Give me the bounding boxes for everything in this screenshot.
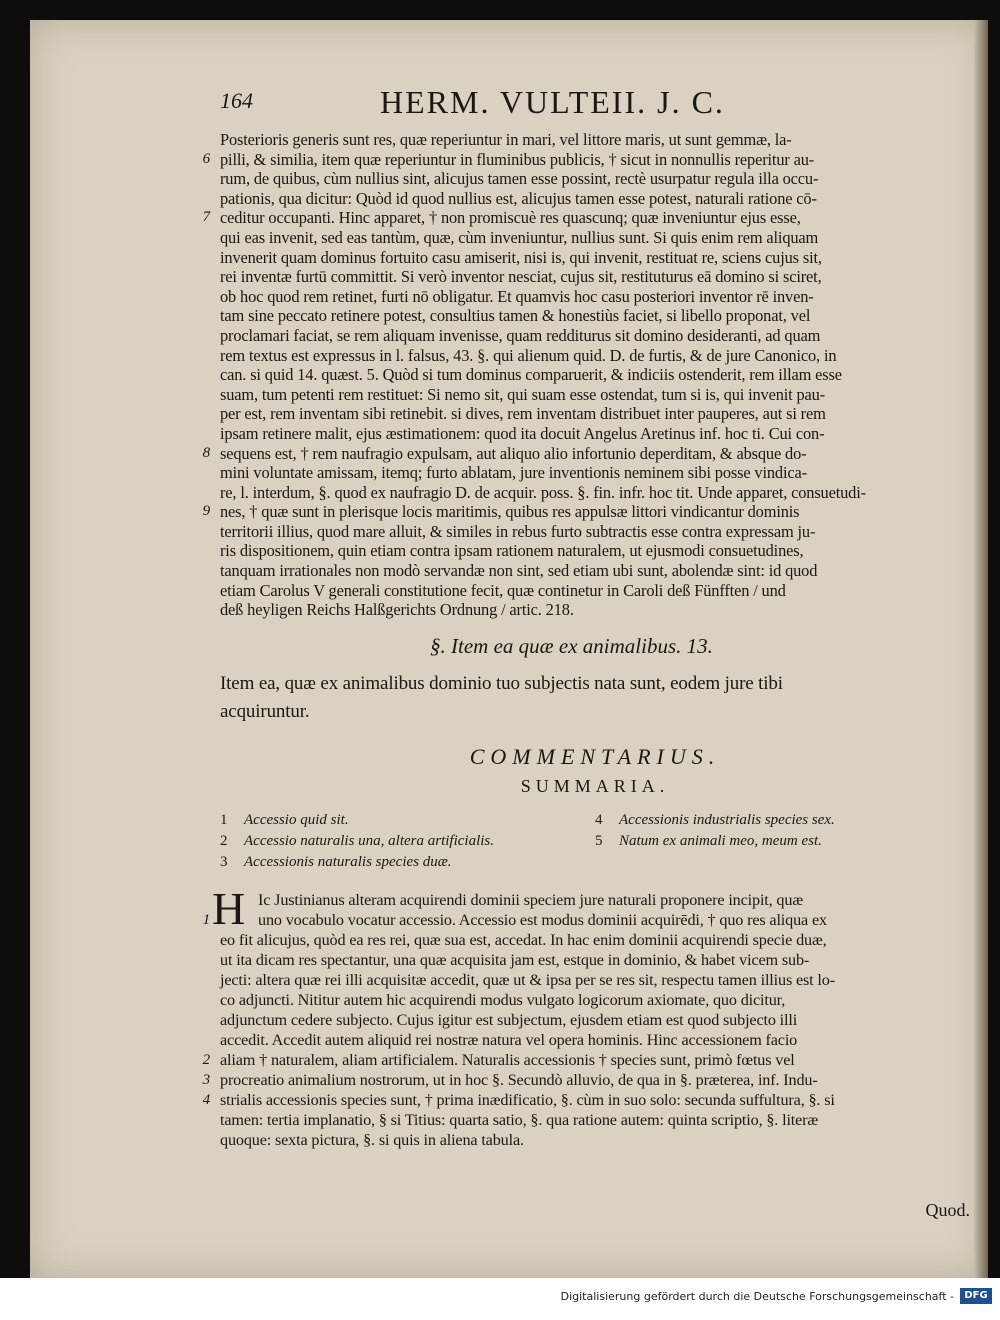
summaria-text: Accessionis industrialis species sex. (619, 811, 835, 828)
summaria-number: 2 (220, 832, 228, 849)
summaria-text: Accessio quid sit. (244, 811, 349, 828)
line-text: ut ita dicam res spectantur, una quæ acquisita jam est, estque in dominio, & habet vicem sub- (220, 950, 810, 969)
text-line (202, 502, 970, 522)
text-line (220, 581, 970, 601)
text-line (220, 169, 970, 189)
text-line (202, 208, 970, 228)
line-text: co adjuncti. Nititur autem hic acquirendi modus vulgato logicorum axiomate, quo dicitur, (220, 990, 786, 1009)
line-text: ipsam retinere malit, ejus æstimationem: quod ita docuit Angelus Aretinus inf. hoc ti. Cui con- (220, 423, 825, 443)
line-text: rem textus est expressus in l. falsus, 43. §. qui alienum quid. D. de furtis, & de jure Canonico, in (220, 345, 837, 365)
text-line (202, 149, 970, 170)
line-text: nes, † quæ sunt in plerisque locis maritimis, quibus res appulsæ littori vindicantur dominis (220, 502, 800, 522)
summaria-number: 3 (220, 853, 228, 870)
line-text: proclamari faciat, se rem aliquam invenisse, quam redditurus sit domino desideranti, ad quam (220, 325, 821, 345)
line-text: accedit. Accedit autem aliquid rei nostræ natura vel opera hominis. Hinc accessionem facio (220, 1030, 798, 1049)
line-text: qui eas invenit, sed eas tantùm, quæ, cùm inveniuntur, nullius sunt. Si quis enim rem aliquam (220, 227, 819, 247)
text-line (220, 970, 970, 990)
drop-cap: H (212, 882, 246, 934)
text-line (220, 930, 970, 950)
line-text: quoque: sexta pictura, §. si quis in aliena tabula. (220, 1130, 524, 1149)
line-text: ceditur occupanti. Hinc apparet, † non promiscuè res quascunq; quæ inveniuntur ejus esse, (220, 208, 801, 228)
margin-note-number: 3 (202, 1071, 210, 1088)
text-line (220, 385, 970, 405)
text-line (220, 1130, 970, 1150)
text-line (220, 990, 970, 1010)
line-text: tam sine peccato retinere potest, consultius tamen & honestiùs faciet, si libello proponat, vel (220, 306, 811, 326)
line-text: sequens est, † rem naufragio expulsam, aut aliquo alio infortunio deperditam, & absque do- (220, 443, 807, 463)
summaria-item (220, 854, 451, 871)
summaria-number: 4 (595, 811, 603, 828)
line-text: strialis accessionis species sunt, † prima inædificatio, §. cùm in suo solo: secunda suffultura, §. si (220, 1090, 835, 1109)
summaria-number: 5 (595, 832, 603, 849)
line-text: rum, de quibus, cùm nullius sint, alicujus tamen esse possint, rectè usurpatur regula illa occu- (220, 169, 819, 189)
line-text: mini voluntate amissam, itemq; furto ablatam, jure inventionis neminem sibi posse vindica- (220, 463, 807, 483)
text-line (220, 1110, 970, 1130)
catchword: Quod. (925, 1200, 970, 1220)
line-text: eo fit alicujus, quòd ea res rei, quæ sua est, accedat. In hac enim dominii acquirendi specie duæ, (220, 930, 827, 949)
line-text: Posterioris generis sunt res, quæ reperiuntur in mari, vel littore maris, ut sunt gemmæ, la- (220, 130, 792, 149)
line-text: pationis, qua dicitur: Quòd id quod nullius est, alicujus tamen esse potest, naturali ratione cō- (220, 188, 817, 208)
summaria-item (595, 833, 822, 850)
margin-note-number: 6 (202, 150, 210, 167)
text-line (220, 483, 970, 503)
passage-justinianus (202, 882, 970, 1150)
summaria-list (220, 812, 970, 876)
passage-posterioris (202, 130, 970, 620)
text-line (220, 890, 970, 910)
page-content (202, 82, 970, 1220)
text-line (220, 463, 970, 483)
section-text (220, 670, 970, 726)
text-line (220, 1030, 970, 1050)
line-text: adjunctum cedere subjecto. Cujus igitur est subjectum, ejusdem etiam est quod subjecto illi (220, 1010, 798, 1029)
text-line (220, 267, 970, 287)
text-line (220, 1010, 970, 1030)
digitization-footer (0, 1278, 1000, 1320)
line-text: rei inventæ furtū committit. Si verò inventor nesciat, cujus sit, restituturus eā domino si sciret, (220, 267, 822, 287)
line-text: deß heyligen Reichs Halßgerichts Ordnung / artic. 218. (220, 600, 574, 620)
text-line (220, 326, 970, 346)
text-line (220, 228, 970, 248)
line-text: procreatio animalium nostrorum, ut in hoc §. Secundò alluvio, de qua in §. præterea, inf. Indu- (220, 1070, 818, 1089)
running-title: HERM. VULTEII. J. C. (380, 84, 725, 120)
margin-note-number: 7 (202, 209, 210, 226)
text-line (202, 1090, 970, 1110)
text-line (220, 189, 970, 209)
text-line (220, 561, 970, 581)
text-line (220, 522, 970, 542)
text-line (202, 1050, 970, 1070)
text-line (220, 541, 970, 561)
summaria-text: Accessionis naturalis species duæ. (244, 853, 452, 870)
summaria-item (220, 812, 349, 829)
text-line: Item ea, quæ ex animalibus dominio tuo subjectis nata sunt, eodem jure tibi (220, 672, 783, 694)
line-text: pilli, & similia, item quæ reperiuntur in fluminibus publicis, † sicut in nonnullis reperitur au- (220, 149, 815, 169)
margin-note-number: 4 (202, 1091, 210, 1108)
text-line (220, 306, 970, 326)
text-line (220, 404, 970, 424)
text-line (220, 950, 970, 970)
commentary-title: COMMENTARIUS. (469, 743, 721, 769)
book-page (30, 20, 988, 1278)
text-line (220, 248, 970, 268)
line-text: jecti: altera quæ rei illi acquisitæ accedit, quæ ut & ipsa per se res sit, respectu tamen illius est lo- (220, 970, 835, 989)
line-text: etiam Carolus V generali constitutione fecit, quæ continetur in Caroli deß Fünfften / und (220, 580, 786, 600)
footer-credit: Digitalisierung gefördert durch die Deutsche Forschungsgemeinschaft - (560, 1290, 954, 1303)
line-text: re, l. interdum, §. quod ex naufragio D. de acquir. poss. §. fin. infr. hoc tit. Unde apparet, consuetudi- (220, 482, 866, 502)
line-text: ris dispositionem, quin etiam contra ipsam rationem naturalem, ut ejusmodi consuetudines, (220, 541, 804, 561)
line-text: tamen: tertia implanatio, § si Titius: quarta satio, §. qua ratione autem: quinta scriptio, §. literæ (220, 1110, 819, 1129)
margin-note-number: 8 (202, 444, 210, 461)
line-text: can. si quid 14. quæst. 5. Quòd si tum dominus comparuerit, & indiciis ostenderit, rem illam esse (220, 365, 842, 385)
line-text: invenerit quam dominus fortuito casu amiserit, nisi is, qui invenit, restituat re, sciens cujus sit, (220, 247, 822, 267)
text-line (220, 346, 970, 366)
line-text: tanquam irrationales non modò servandæ non sint, sed etiam ubi sunt, abolendæ sint: id quod (220, 561, 818, 581)
line-text: Ic Justinianus alteram acquirendi dominii speciem jure naturali proponere incipit, quæ (258, 890, 803, 909)
line-text: per est, rem inventam sibi retinebit. si dives, rem inventam distribuet inter pauperes, aut si rem (220, 404, 826, 424)
margin-note-number: 2 (202, 1051, 210, 1068)
text-line (220, 365, 970, 385)
line-text: territorii illius, quod mare alluit, & similes in rebus furto subtractis esse contra expressam ju- (220, 521, 816, 541)
page-spine-edge (974, 20, 988, 1278)
margin-note-number: 9 (202, 503, 210, 520)
text-line (220, 287, 970, 307)
text-line (220, 424, 970, 444)
summaria-item (595, 812, 835, 829)
text-line (220, 130, 970, 150)
dfg-logo: DFG (960, 1288, 992, 1304)
section-heading: §. Item ea quæ ex animalibus. 13. (430, 633, 713, 658)
summaria-number: 1 (220, 811, 228, 828)
line-text: uno vocabulo vocatur accessio. Accessio est modus dominii acquirēdi, † quo res aliqua ex (258, 910, 827, 929)
text-line (202, 910, 970, 930)
page-header (220, 82, 970, 130)
text-line (220, 600, 970, 620)
page-number: 164 (220, 88, 253, 113)
text-line: acquiruntur. (220, 700, 310, 722)
summaria-text: Accessio naturalis una, altera artificialis. (244, 832, 494, 849)
margin-note-number: 1 (202, 911, 210, 928)
text-line (202, 1070, 970, 1090)
line-text: aliam † naturalem, aliam artificialem. Naturalis accessionis † species sunt, primò fœtus vel (220, 1050, 795, 1069)
text-line (202, 443, 970, 464)
line-text: ob hoc quod rem retinet, furti nō obligatur. Et quamvis hoc casu posteriori inventor rē inven- (220, 286, 814, 306)
line-text: suam, tum petenti rem restituet: Si nemo sit, qui suam esse ostendat, tum si is, qui invenit pau- (220, 384, 826, 404)
summaria-item (220, 833, 494, 850)
summaria-text: Natum ex animali meo, meum est. (619, 832, 822, 849)
summaria-title: SUMMARIA. (520, 775, 670, 796)
